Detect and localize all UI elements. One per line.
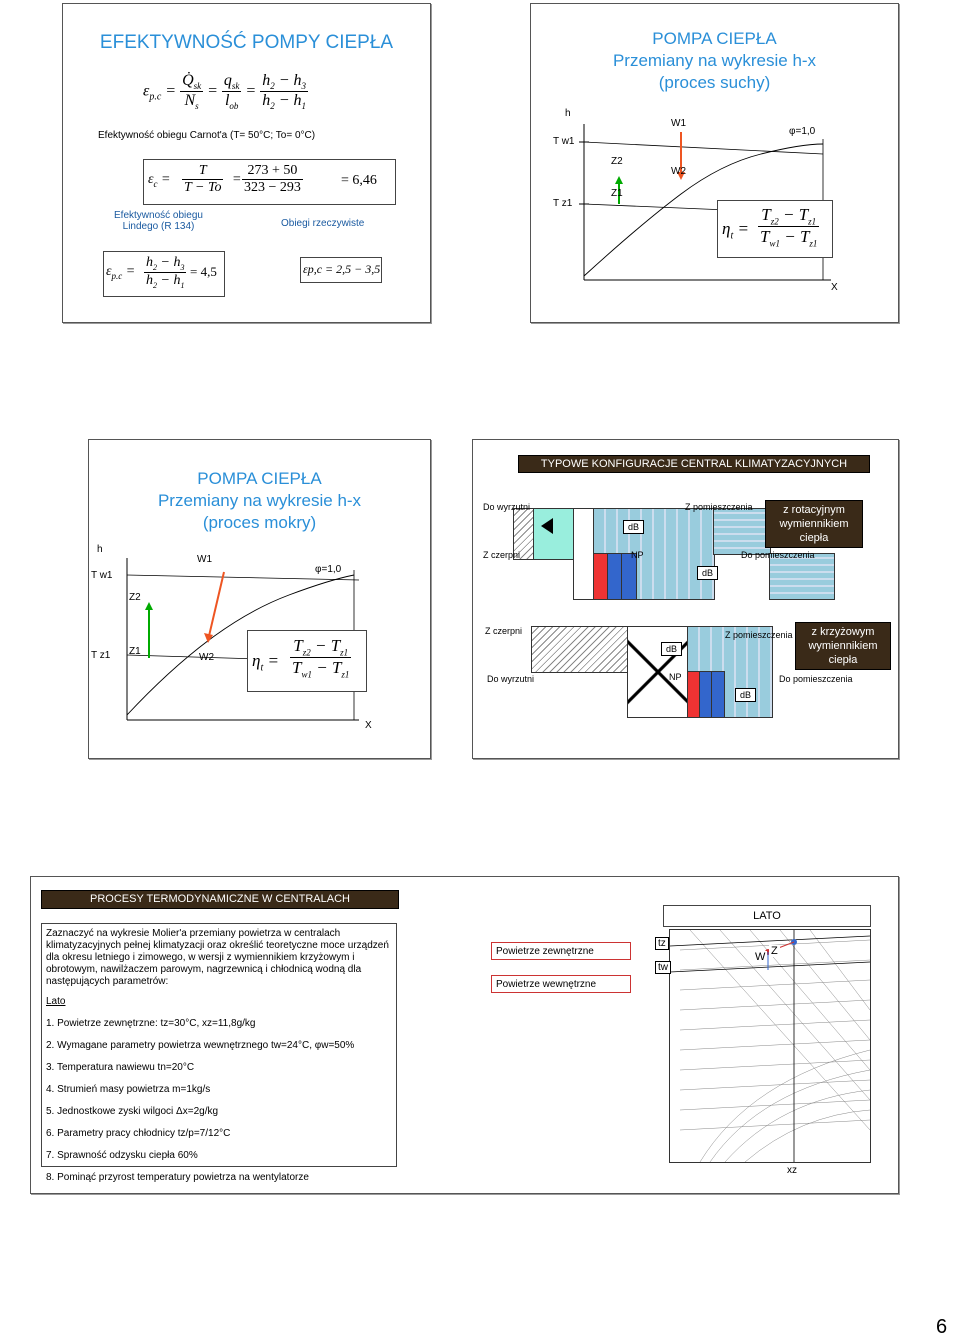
slide5-title: PROCESY TERMODYNAMICZNE W CENTRALACH: [41, 890, 399, 909]
ahu-rotary: [513, 508, 713, 598]
tw-isotherm: [670, 962, 870, 972]
carnot-formula-box: $\varepsilon_c$ = $\frac{T}{T - To}$ = $\frac{273 + 50}{323 - 293}$: [143, 159, 337, 205]
cop-formula: $\varepsilon_{p.c}$ = $\frac{Q̇_{sk}}{N_s}$ = $\frac{q_{sk}}{l_{ob}}$ = $\frac{h_2 - h_3}{h_2 - h_1}$: [143, 72, 307, 112]
task-item-5: 5. Jednostkowe zyski wilgoci Δx=2g/kg: [46, 1106, 219, 1117]
label-db-4: dB: [735, 688, 756, 702]
label-np-1: NP: [631, 550, 644, 560]
caption-rotary: z rotacyjnym wymiennikiem ciepła: [765, 500, 863, 548]
slide2-title: POMPA CIEPŁA Przemiany na wykresie h-x (proces suchy): [612, 29, 817, 92]
task-item-4: 4. Strumień masy powietrza m=1kg/s: [46, 1084, 211, 1095]
silencer-block-2: [769, 553, 835, 600]
cross-cooler-blue-2: [711, 671, 725, 718]
w1-label: W1: [671, 118, 686, 129]
hx-diagram-dry: [531, 4, 898, 322]
z-arrow: [615, 176, 623, 184]
lato-title-box: LATO: [663, 905, 871, 927]
label-db-1: dB: [623, 520, 644, 534]
label-db-3: dB: [661, 642, 682, 656]
mollier-svg: [670, 930, 870, 1162]
label-do-wyrzutni: Do wyrzutni: [483, 502, 531, 512]
tz1-label: T z1: [553, 198, 573, 209]
carnot-result-box: = 6,46: [335, 159, 396, 205]
caption-cross: z krzyżowym wymiennikiem ciepła: [795, 622, 891, 670]
linde-formula-box: $\varepsilon_{p.c}$ = $\frac{h_2 - h_3}{h_2 - h_1}$ = 4,5: [103, 251, 225, 297]
slide-heat-pump-dry-process: [530, 3, 899, 323]
phi-label: φ=1,0: [315, 564, 342, 575]
slide-heat-pump-wet-process: [88, 439, 431, 759]
task-text-box: [41, 923, 397, 1183]
z1-label: Z1: [129, 646, 141, 657]
task-intro: Zaznaczyć na wykresie Molier'a przemiany powietrza w centralach klimatyzacyjnych pełnej klimatyzacji oraz określić teoretyczne moce urządzeń dla okresu letniego i zimowego, w wersji z wymiennikiem krzyżowym i obrotowym, nawilżaczem parowym, nagrzewnicą i chłodnicą wodną dla następujących parametrów:: [46, 928, 389, 987]
h-label: h: [97, 544, 103, 555]
label-z: Z: [771, 945, 778, 957]
task-item-8: 8. Pominąć przyrost temperatury powietrza na wentylatorze: [46, 1172, 309, 1183]
label-z-pomieszczenia-2: Z pomieszczenia: [725, 630, 793, 640]
label-db-2: dB: [697, 566, 718, 580]
silencer-block: [713, 508, 771, 555]
label-xz: xz: [787, 1165, 797, 1176]
label-tw: tw: [655, 961, 671, 974]
slide-ahu-configurations: [472, 439, 899, 759]
label-z-czerpni: Z czerpni: [483, 550, 521, 560]
w2-label: W2: [671, 166, 686, 177]
z-arrow: [145, 602, 153, 610]
tw1-isotherm: [127, 575, 359, 580]
rotary-wheel: [573, 508, 595, 600]
tz1-label: T z1: [91, 650, 111, 661]
tw1-label: T w1: [553, 136, 575, 147]
slide3-title: POMPA CIEPŁA Przemiany na wykresie h-x (proces mokry): [157, 469, 362, 532]
cross-filter-block: [531, 626, 629, 673]
mollier-chart: [669, 929, 871, 1163]
fan-exhaust: [533, 508, 575, 560]
legend-indoor: Powietrze wewnętrzne: [491, 975, 631, 993]
task-item-7: 7. Sprawność odzysku ciepła 60%: [46, 1150, 198, 1161]
w2-label: W2: [199, 652, 214, 663]
label-np-2: NP: [669, 672, 682, 682]
x-label: X: [365, 720, 372, 731]
cooler-blue-2: [621, 553, 637, 600]
w-line: [209, 572, 224, 636]
legend-outdoor: Powietrze zewnętrzne: [491, 942, 631, 960]
efficiency-formula-box: $\eta_t$ = $\frac{T_{z2} - T_{z1}}{T_{w1} - T_{z1}}$: [247, 630, 367, 692]
label-w: W: [755, 951, 766, 963]
z1-label: Z1: [611, 188, 623, 199]
slide1-title: EFEKTYWNOŚĆ POMPY CIEPŁA: [99, 32, 394, 53]
tw1-label: T w1: [91, 570, 113, 581]
h-label: h: [565, 108, 571, 119]
page-number: 6: [936, 1316, 948, 1338]
w1-label: W1: [197, 554, 212, 565]
efficiency-formula-box: $\eta_t$ = $\frac{T_{z2} - T_{z1}}{T_{w1} - T_{z1}}$: [717, 200, 833, 258]
label-do-pomieszczenia-2: Do pomieszczenia: [779, 674, 853, 684]
z2-label: Z2: [129, 592, 141, 603]
linde-label: Efektywność obiegu Lindego (R 134): [114, 210, 203, 232]
phi-label: φ=1,0: [789, 126, 816, 137]
slide4-title: TYPOWE KONFIGURACJE CENTRAL KLIMATYZACYJNYCH: [518, 455, 870, 473]
label-tz: tz: [655, 937, 669, 950]
slide-thermodynamic-processes: [30, 876, 899, 1194]
slide-heat-pump-efficiency: [62, 3, 431, 323]
task-item-3: 3. Temperatura nawiewu tn=20°C: [46, 1062, 195, 1073]
real-formula-box: εp,c = 2,5 − 3,5: [300, 257, 382, 283]
label-z-czerpni-2: Z czerpni: [485, 626, 523, 636]
x-label: X: [831, 282, 838, 293]
fan-exhaust-icon: [541, 518, 553, 534]
real-cycles-label: Obiegi rzeczywiste: [281, 218, 365, 229]
task-item-1: 1. Powietrze zewnętrzne: tz=30°C, xz=11,8g/kg: [46, 1018, 256, 1029]
z2-label: Z2: [611, 156, 623, 167]
label-do-wyrzutni-2: Do wyrzutni: [487, 674, 535, 684]
label-do-pomieszczenia: Do pomieszczenia: [741, 550, 815, 560]
carnot-label: Efektywność obiegu Carnot'a (T= 50°C; To= 0°C): [98, 130, 316, 141]
task-lato: Lato: [46, 996, 66, 1007]
task-item-2: 2. Wymagane parametry powietrza wewnętrznego tw=24°C, φw=50%: [46, 1040, 355, 1051]
task-item-6: 6. Parametry pracy chłodnicy tz/p=7/12°C: [46, 1128, 231, 1139]
label-z-pomieszczenia: Z pomieszczenia: [685, 502, 753, 512]
